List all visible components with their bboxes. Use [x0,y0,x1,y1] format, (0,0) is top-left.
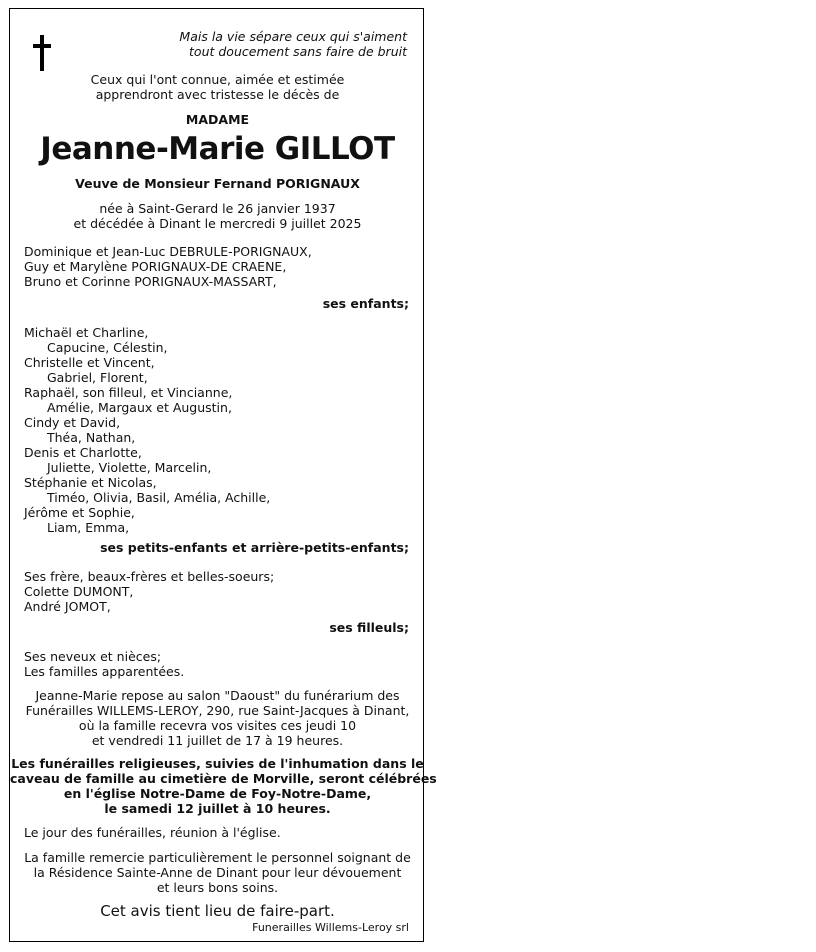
list-item: Bruno et Corinne PORIGNAUX-MASSART, [24,274,277,289]
obituary-notice [9,8,437,942]
list-item: Christelle et Vincent, [24,355,155,370]
list-item: Colette DUMONT, [24,584,134,599]
paragraph-line: en l'église Notre-Dame de Foy-Notre-Dame, [63,786,372,801]
paragraph-line: Les funérailles religieuses, suivies de l'inhumation dans le [11,756,424,771]
funeral-home-signature: Funerailles Willems-Leroy srl [252,921,409,934]
list-item: Cindy et David, [24,415,121,430]
paragraph-line: le samedi 12 juillet à 10 heures. [104,801,331,816]
paragraph-line: caveau de famille au cimetière de Morville, seront célébrées [10,771,437,786]
list-item: Gabriel, Florent, [47,370,148,385]
closing-statement: Cet avis tient lieu de faire-part. [100,902,335,920]
intro-line: apprendront avec tristesse le décès de [95,87,340,102]
paragraph-line: Jeanne-Marie repose au salon "Daoust" du funérarium des [35,688,400,703]
list-item: Guy et Marylène PORIGNAUX-DE CRAENE, [24,259,287,274]
list-item: Ses frère, beaux-frères et belles-soeurs; [24,569,275,584]
paragraph-line: La famille remercie particulièrement le personnel soignant de [24,850,411,865]
epigraph-line: tout doucement sans faire de bruit [189,44,407,59]
epigraph [179,29,407,59]
list-item: Raphaël, son filleul, et Vincianne, [24,385,233,400]
funeral-info [10,756,437,816]
list-item: Michaël et Charline, [24,325,149,340]
paragraph-line: Funérailles WILLEMS-LEROY, 290, rue Saint-Jacques à Dinant, [25,703,410,718]
grandchildren-list [24,325,270,535]
list-item: Dominique et Jean-Luc DEBRULE-PORIGNAUX, [24,244,312,259]
thanks-info [10,850,425,895]
siblings-list [24,569,274,614]
paragraph-line: la Résidence Sainte-Anne de Dinant pour leur dévouement [33,865,402,880]
children-list [24,244,312,289]
siblings-label: ses filleuls; [329,620,409,635]
paragraph-line: et leurs bons soins. [156,880,279,895]
list-item: Amélie, Margaux et Augustin, [47,400,232,415]
widow-of: Veuve de Monsieur Fernand PORIGNAUX [75,176,360,191]
list-item: Jérôme et Sophie, [24,505,135,520]
list-item: Liam, Emma, [47,520,130,535]
relatives [24,649,184,679]
list-item: Timéo, Olivia, Basil, Amélia, Achille, [47,490,271,505]
list-item: Théa, Nathan, [47,430,136,445]
children-label: ses enfants; [322,296,409,311]
viewing-info [10,688,425,748]
dates [10,201,425,231]
reunion-note: Le jour des funérailles, réunion à l'église. [24,825,281,840]
deceased-name: Jeanne-Marie GILLOT [40,131,395,167]
list-item: André JOMOT, [24,599,111,614]
list-item: Ses neveux et nièces; [24,649,162,664]
paragraph-line: et vendredi 11 juillet de 17 à 19 heures. [91,733,344,748]
cross-icon [32,35,52,71]
intro [10,72,425,102]
list-item: Stéphanie et Nicolas, [24,475,157,490]
list-item: Les familles apparentées. [24,664,185,679]
epigraph-line: Mais la vie sépare ceux qui s'aiment [179,29,407,44]
birth-line: née à Saint-Gerard le 26 janvier 1937 [99,201,336,216]
paragraph-line: où la famille recevra vos visites ces jeudi 10 [78,718,357,733]
intro-line: Ceux qui l'ont connue, aimée et estimée [90,72,345,87]
title-prefix: MADAME [185,112,250,127]
list-item: Denis et Charlotte, [24,445,142,460]
list-item: Capucine, Célestin, [47,340,168,355]
grandchildren-label: ses petits-enfants et arrière-petits-enfants; [100,540,409,555]
death-line: et décédée à Dinant le mercredi 9 juillet 2025 [73,216,362,231]
list-item: Juliette, Violette, Marcelin, [47,460,212,475]
